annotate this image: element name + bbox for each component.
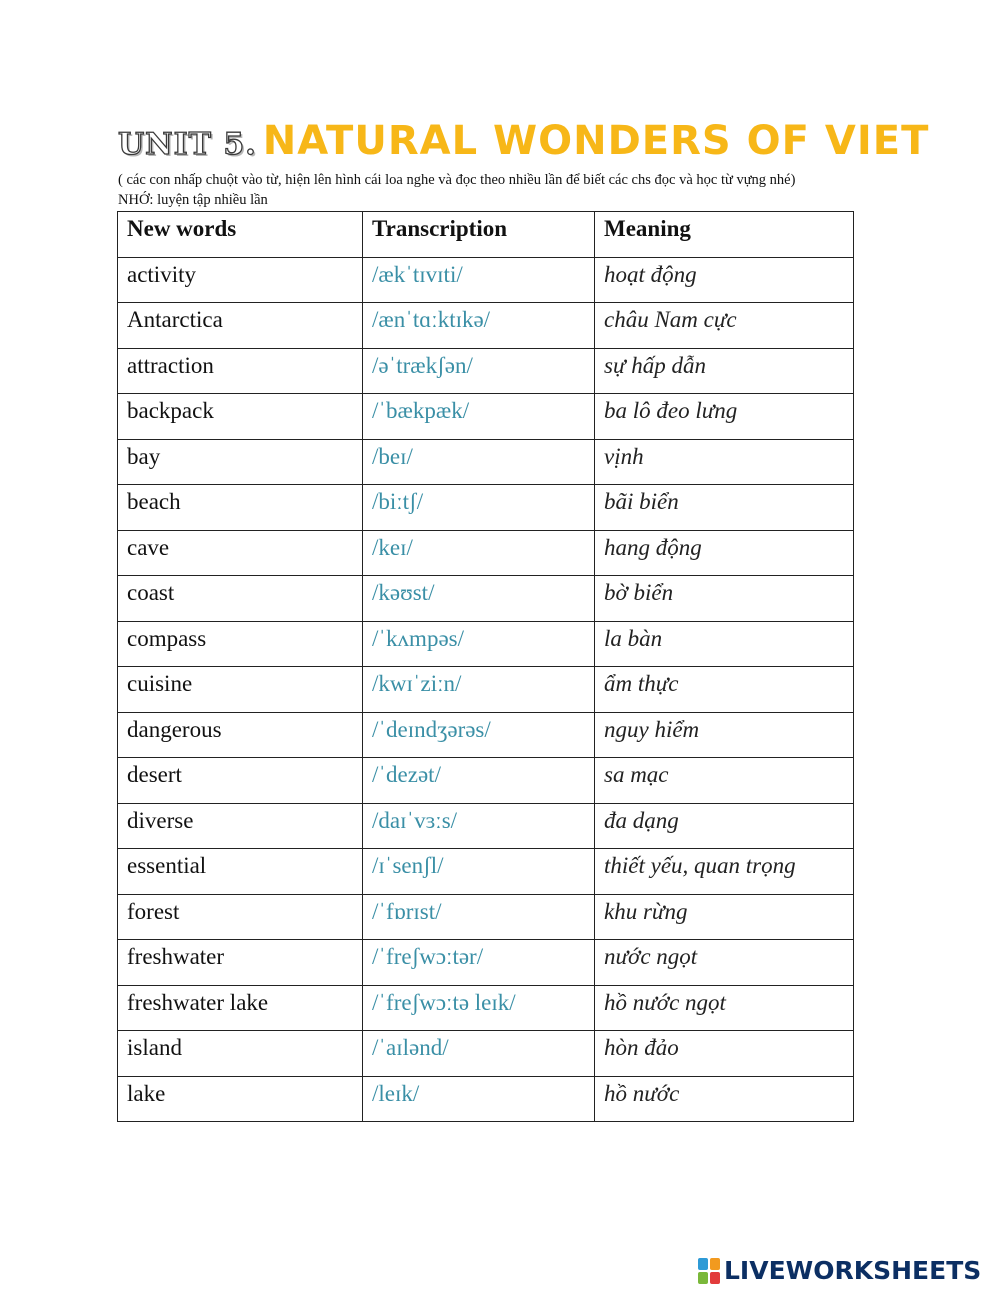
table-row (118, 303, 854, 349)
meaning-cell: ẩm thực (595, 667, 854, 713)
meaning-cell: bãi biển (595, 485, 854, 531)
meaning-cell: sa mạc (595, 758, 854, 804)
table-row (118, 758, 854, 804)
word-cell[interactable]: compass (118, 621, 363, 667)
table-row (118, 803, 854, 849)
table-row (118, 849, 854, 895)
transcription-cell: /ˈkʌmpəs/ (363, 621, 595, 667)
vocabulary-table (117, 211, 854, 1122)
word-cell[interactable]: essential (118, 849, 363, 895)
word-cell[interactable]: dangerous (118, 712, 363, 758)
logo-square-blue (698, 1258, 708, 1270)
meaning-cell: đa dạng (595, 803, 854, 849)
table-row (118, 985, 854, 1031)
table-row (118, 1031, 854, 1077)
transcription-cell: /ˈdezət/ (363, 758, 595, 804)
meaning-cell: hòn đảo (595, 1031, 854, 1077)
table-row (118, 1076, 854, 1122)
header-new-words: New words (118, 212, 363, 258)
word-cell[interactable]: cuisine (118, 667, 363, 713)
meaning-cell: la bàn (595, 621, 854, 667)
table-row (118, 485, 854, 531)
header-meaning: Meaning (595, 212, 854, 258)
table-row (118, 348, 854, 394)
brand-name: LIVEWORKSHEETS (724, 1256, 982, 1285)
word-cell[interactable]: beach (118, 485, 363, 531)
transcription-cell: /daɪˈvɜːs/ (363, 803, 595, 849)
word-cell[interactable]: freshwater (118, 940, 363, 986)
meaning-cell: ba lô đeo lưng (595, 394, 854, 440)
transcription-cell: /ˈbækpæk/ (363, 394, 595, 440)
logo-square-green (698, 1272, 708, 1284)
transcription-cell: /ænˈtɑːktɪkə/ (363, 303, 595, 349)
note-text: NHỚ: luyện tập nhiều lần (118, 192, 268, 208)
unit-label: UNIT 5. (118, 127, 257, 162)
transcription-cell: /leɪk/ (363, 1076, 595, 1122)
table-row (118, 667, 854, 713)
table-row (118, 257, 854, 303)
transcription-cell: /ækˈtɪvɪti/ (363, 257, 595, 303)
transcription-cell: /keɪ/ (363, 530, 595, 576)
word-cell[interactable]: island (118, 1031, 363, 1077)
table-row (118, 940, 854, 986)
meaning-cell: châu Nam cực (595, 303, 854, 349)
table-row (118, 712, 854, 758)
header-transcription: Transcription (363, 212, 595, 258)
transcription-cell: /ˈfreʃwɔːtər/ (363, 940, 595, 986)
word-cell[interactable]: backpack (118, 394, 363, 440)
word-cell[interactable]: activity (118, 257, 363, 303)
word-cell[interactable]: coast (118, 576, 363, 622)
word-cell[interactable]: Antarctica (118, 303, 363, 349)
meaning-cell: hoạt động (595, 257, 854, 303)
meaning-cell: nước ngọt (595, 940, 854, 986)
table-row (118, 894, 854, 940)
word-cell[interactable]: diverse (118, 803, 363, 849)
word-cell[interactable]: cave (118, 530, 363, 576)
word-cell[interactable]: attraction (118, 348, 363, 394)
table-row (118, 621, 854, 667)
meaning-cell: hồ nước ngọt (595, 985, 854, 1031)
transcription-cell: /əˈtrækʃən/ (363, 348, 595, 394)
liveworksheets-brand (698, 1256, 981, 1285)
word-cell[interactable]: bay (118, 439, 363, 485)
transcription-cell: /ɪˈsenʃl/ (363, 849, 595, 895)
unit-title: NATURAL WONDERS OF VIET (262, 118, 930, 164)
meaning-cell: vịnh (595, 439, 854, 485)
table-row (118, 394, 854, 440)
meaning-cell: thiết yếu, quan trọng (595, 849, 854, 895)
transcription-cell: /beɪ/ (363, 439, 595, 485)
worksheet-title (118, 118, 929, 164)
word-cell[interactable]: forest (118, 894, 363, 940)
meaning-cell: hang động (595, 530, 854, 576)
transcription-cell: /kəʊst/ (363, 576, 595, 622)
transcription-cell: /ˈfɒrɪst/ (363, 894, 595, 940)
transcription-cell: /ˈfreʃwɔːtə leɪk/ (363, 985, 595, 1031)
word-cell[interactable]: desert (118, 758, 363, 804)
word-cell[interactable]: lake (118, 1076, 363, 1122)
transcription-cell: /ˈaɪlənd/ (363, 1031, 595, 1077)
transcription-cell: /ˈdeɪndʒərəs/ (363, 712, 595, 758)
table-row (118, 576, 854, 622)
instruction-text: ( các con nhấp chuột vào từ, hiện lên hình cái loa nghe và đọc theo nhiều lần để biết các chs đọc và học từ vựng nhé) (118, 172, 796, 188)
table-row (118, 439, 854, 485)
meaning-cell: khu rừng (595, 894, 854, 940)
meaning-cell: hồ nước (595, 1076, 854, 1122)
table-row (118, 530, 854, 576)
transcription-cell: /biːtʃ/ (363, 485, 595, 531)
logo-square-red (710, 1272, 720, 1284)
word-cell[interactable]: freshwater lake (118, 985, 363, 1031)
liveworksheets-logo-icon (698, 1258, 720, 1284)
transcription-cell: /kwɪˈziːn/ (363, 667, 595, 713)
meaning-cell: bờ biển (595, 576, 854, 622)
table-header-row (118, 212, 854, 258)
meaning-cell: sự hấp dẫn (595, 348, 854, 394)
meaning-cell: nguy hiểm (595, 712, 854, 758)
logo-square-orange (710, 1258, 720, 1270)
